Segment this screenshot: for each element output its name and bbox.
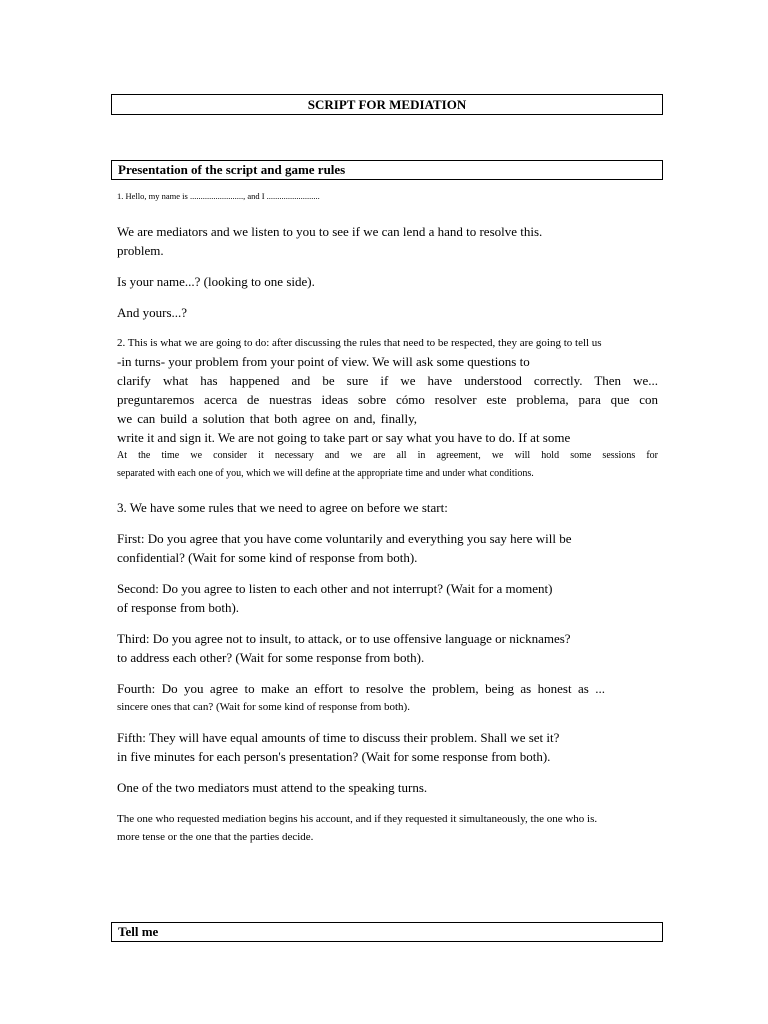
rule-second-line1: Second: Do you agree to listen to each other and not interrupt? (Wait for a moment) bbox=[117, 581, 553, 596]
document-body bbox=[117, 190, 658, 846]
paragraph-greeting: 1. Hello, my name is ........................., and I ......................... bbox=[117, 191, 320, 201]
paragraph-plan-line5: we can build a solution that both agree on and, finally, bbox=[117, 411, 417, 426]
paragraph-account-line1: The one who requested mediation begins his account, and if they requested it simultaneously, the one who is. bbox=[117, 813, 598, 825]
rule-fourth-line2: sincere ones that can? (Wait for some kind of response from both). bbox=[117, 701, 410, 713]
rule-fifth-line1: Fifth: They will have equal amounts of time to discuss their problem. Shall we set it? bbox=[117, 730, 560, 745]
paragraph-plan-line7: At the time we consider it necessary and we are all in agreement, we will hold some sessions for bbox=[117, 450, 658, 461]
document-title: SCRIPT FOR MEDIATION bbox=[307, 97, 467, 112]
paragraph-plan-line2: -in turns- your problem from your point of view. We will ask some questions to bbox=[117, 354, 530, 369]
rule-third-line1: Third: Do you agree not to insult, to attack, or to use offensive language or nicknames? bbox=[117, 631, 571, 646]
paragraph-account-line2: more tense or the one that the parties decide. bbox=[117, 831, 314, 843]
rule-second-line2: of response from both). bbox=[117, 600, 240, 615]
rule-fifth-line2: in five minutes for each person's presentation? (Wait for some response from both). bbox=[117, 749, 551, 764]
paragraph-rules-intro: 3. We have some rules that we need to agree on before we start: bbox=[117, 500, 448, 515]
rule-first-line1: First: Do you agree that you have come voluntarily and everything you say here will be bbox=[117, 531, 572, 546]
title-box bbox=[111, 94, 663, 115]
section-heading-box bbox=[111, 922, 663, 942]
rule-first-line2: confidential? (Wait for some kind of response from both). bbox=[117, 550, 418, 565]
section-heading-presentation: Presentation of the script and game rules bbox=[118, 162, 346, 177]
paragraph-and-yours: And yours...? bbox=[117, 305, 188, 320]
paragraph-mediators-line2: problem. bbox=[117, 243, 164, 258]
paragraph-plan-line6: write it and sign it. We are not going to take part or say what you have to do. If at some bbox=[117, 430, 571, 445]
paragraph-plan-line8: separated with each one of you, which we will define at the appropriate time and under what conditions. bbox=[117, 468, 534, 479]
paragraph-speaking-turns: One of the two mediators must attend to the speaking turns. bbox=[117, 780, 428, 795]
paragraph-name-question: Is your name...? (looking to one side). bbox=[117, 274, 315, 289]
section-heading-box bbox=[111, 160, 663, 180]
rule-fourth-line1: Fourth: Do you agree to make an effort to resolve the problem, being as honest as ... bbox=[117, 681, 605, 696]
paragraph-plan-line1: 2. This is what we are going to do: after discussing the rules that need to be respected, they are going to tell us bbox=[117, 337, 602, 349]
paragraph-plan-line4: preguntaremos acerca de nuestras ideas sobre cómo resolver este problema, para que con bbox=[117, 392, 658, 407]
section-heading-tell-me: Tell me bbox=[118, 924, 159, 939]
paragraph-plan-line3: clarify what has happened and be sure if we have understood correctly. Then we... bbox=[117, 373, 658, 388]
paragraph-mediators-line1: We are mediators and we listen to you to see if we can lend a hand to resolve this. bbox=[117, 224, 543, 239]
rule-third-line2: to address each other? (Wait for some response from both). bbox=[117, 650, 425, 665]
